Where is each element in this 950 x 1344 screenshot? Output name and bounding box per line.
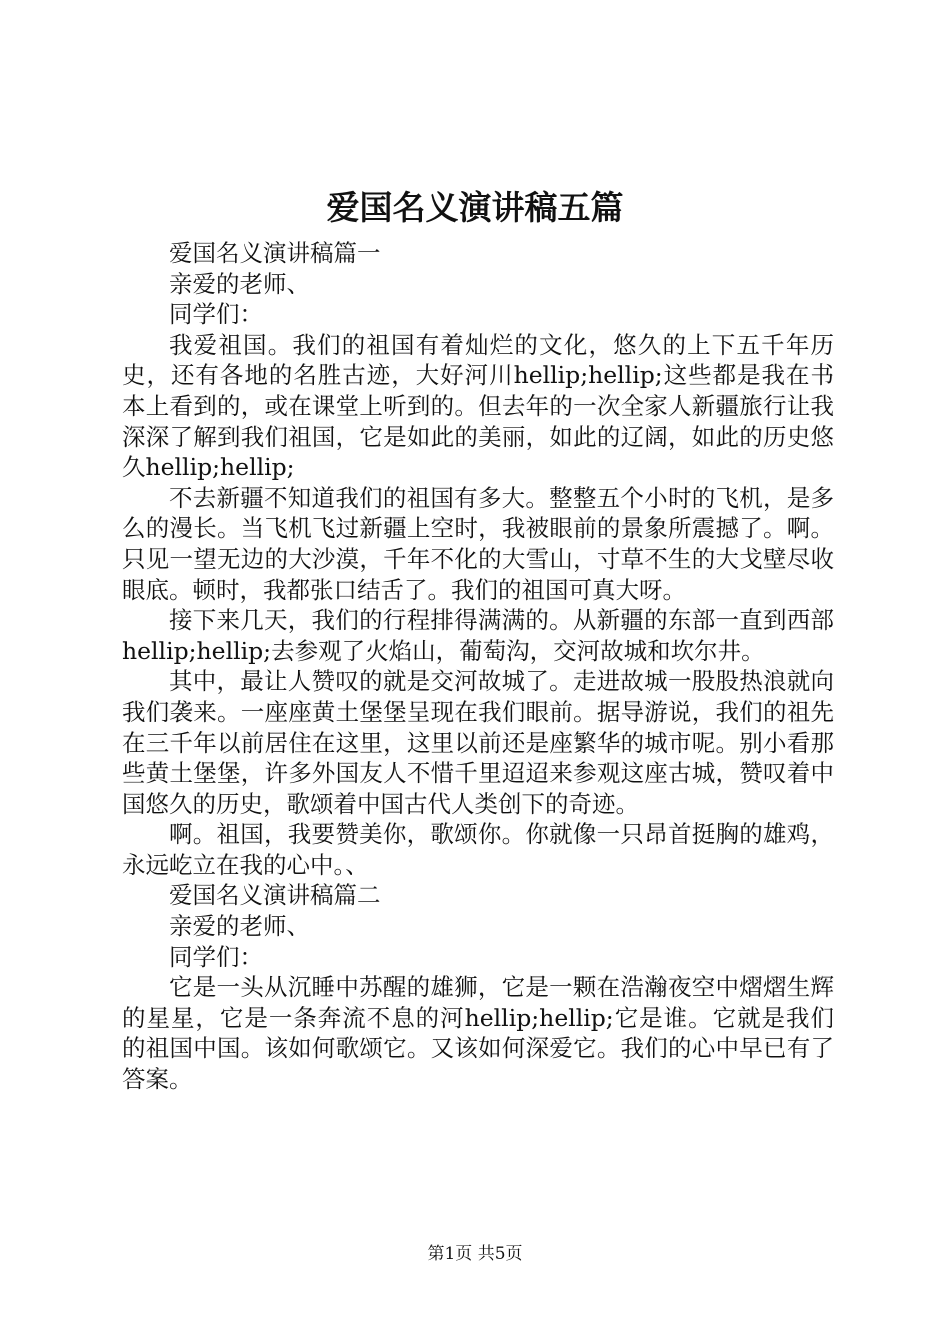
salutation-line: 亲爱的老师、 [169,912,310,941]
document-body [122,238,834,1095]
section-heading-1: 爱国名义演讲稿篇一 [169,239,381,267]
body-paragraph: 啊。祖国，我要赞美你，歌颂你。你就像一只昂首挺胸的雄鸡，永远屹立在我的心中。、 [122,820,834,879]
body-paragraph: 其中，最让人赞叹的就是交河故城了。走进故城一股股热浪就向我们袭来。一座座黄土堡堡呈现在我们眼前。据导游说，我们的祖先在三千年以前居住在这里，这里以前还是座繁华的城市呢。别小看那些黄土堡堡，许多外国友人不惜千里迢迢来参观这座古城，赞叹着中国悠久的历史，歌颂着中国古代人类创下的奇迹。 [122,667,834,818]
section-heading-2: 爱国名义演讲稿篇二 [169,881,381,910]
body-paragraph: 接下来几天，我们的行程排得满满的。从新疆的东部一直到西部hellip;hellip;去参观了火焰山，葡萄沟，交河故城和坎尔井。 [122,606,834,665]
body-paragraph: 我爱祖国。我们的祖国有着灿烂的文化，悠久的上下五千年历史，还有各地的名胜古迹，大好河川hellip;hellip;这些都是我在书本上看到的，或在课堂上听到的。但去年的一次全家人新疆旅行让我深深了解到我们祖国，它是如此的美丽，如此的辽阔，如此的历史悠久hellip;hellip; [122,330,834,482]
body-paragraph: 不去新疆不知道我们的祖国有多大。整整五个小时的飞机，是多么的漫长。当飞机飞过新疆上空时，我被眼前的景象所震撼了。啊。只见一望无边的大沙漠，千年不化的大雪山，寸草不生的大戈壁尽收眼底。顿时，我都张口结舌了。我们的祖国可真大呀。 [122,483,834,604]
salutation-line: 同学们： [169,942,263,971]
body-paragraph: 它是一头从沉睡中苏醒的雄狮，它是一颗在浩瀚夜空中熠熠生辉的星星，它是一条奔流不息的河hellip;hellip;它是谁。它就是我们的祖国中国。该如何歌颂它。又该如何深爱它。我们的心中早已有了答案。 [122,973,834,1094]
page-number-footer: 第1页 共5页 [427,1244,523,1264]
page-title: 爱国名义演讲稿五篇 [326,188,624,227]
salutation-line: 同学们： [169,300,263,329]
salutation-line: 亲爱的老师、 [169,269,310,298]
